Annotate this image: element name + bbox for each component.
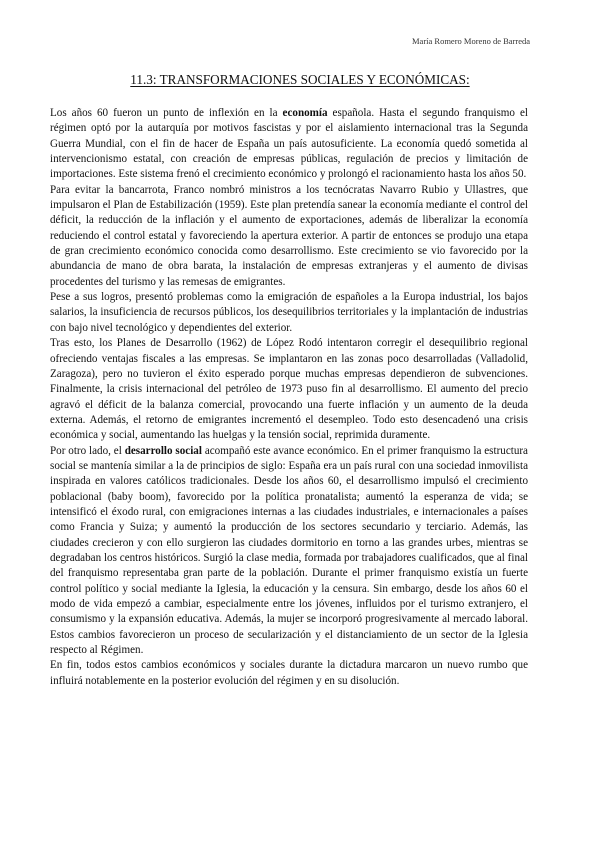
paragraph-planes-desarrollo: Tras esto, los Planes de Desarrollo (1962) de López Rodó intentaron corregir el desequilibrio regional ofreciendo ventajas fiscales a las empresas. Se implantaron en las zonas poco desarrolladas (Valladolid, Zaragoza), pero no tuvieron el éxito esperado porque muchas empresas dependieron de subvenciones. Finalmente, la crisis internacional del petróleo de 1973 puso fin al desarrollismo. El aumento del precio agravó el déficit de la balanza comercial, provocando una fuerte inflación y un aumento de la deuda externa. Además, el retorno de emigrantes incrementó el desempleo. Todo esto desencadenó una crisis económica y social, aumentando las huelgas y la tensión social, reprimida duramente.: [50, 337, 528, 442]
bold-term-desarrollo-social: desarrollo social: [124, 444, 202, 457]
document-body: [50, 106, 528, 689]
paragraph-problemas: Pese a sus logros, presentó problemas como la emigración de españoles a la Europa industrial, los bajos salarios, la insuficiencia de recursos públicos, los desequilibrios territoriales y la implantación de industrias con bajo nivel tecnológico y dependientes del exterior.: [50, 291, 528, 334]
paragraph-economia: [50, 106, 528, 183]
paragraph-desarrollo-social: [50, 444, 528, 659]
paragraph-text: Por otro lado, el: [50, 444, 125, 457]
paragraph-estabilizacion: Para evitar la bancarrota, Franco nombró ministros a los tecnócratas Navarro Rubio y Ullastres, que impulsaron el Plan de Estabilización (1959). Este plan pretendía sanear la economía mediante el control del déficit, la reducción de la inflación y el aumento de exportaciones, además de liberalizar la economía reduciendo el control estatal y favoreciendo la apertura exterior. A partir de entonces se produjo una etapa de gran crecimiento económico conocida como desarrollismo. Este crecimiento se vio favorecido por la abundancia de mano de obra barata, la instalación de empresas extranjeras y el aumento de divisas procedentes del turismo y las remesas de emigrantes.: [50, 183, 528, 288]
author-name: María Romero Moreno de Barreda: [411, 36, 530, 46]
page-title: 11.3: TRANSFORMACIONES SOCIALES Y ECONÓMICAS:: [130, 72, 470, 87]
paragraph-text: española. Hasta el segundo franquismo el régimen optó por la autarquía por motivos fascistas y por el aislamiento internacional tras la Segunda Guerra Mundial, con el fin de hacer de España un país autosuficiente. La economía quedó sometida al intervencionismo estatal, con creación de empresas públicas, regulación de precios y limitación de importaciones. Este sistema frenó el crecimiento económico y prolongó el racionamiento hasta los años 50.: [50, 107, 528, 181]
paragraph-text: Los años 60 fueron un punto de inflexión en la: [50, 107, 283, 119]
paragraph-text: acompañó este avance económico. En el primer franquismo la estructura social se mantenía similar a la de principios de siglo: España era un país rural con una sociedad inmovilista inspirada en valores católicos tradicionales. Desde los años 60, el desarrollismo impulsó el crecimiento poblacional (baby boom), favorecido por la política pronatalista; aumentó la esperanza de vida; se intensificó el éxodo rural, con emigraciones internas a las ciudades industriales, e internacionales a países como Francia y Suiza; y aumentó la producción de los sectores secundario y terciario. Además, las ciudades crecieron y con ello surgieron las ciudades dormitorio en torno a las grandes urbes, mientras se degradaban los centros históricos. Surgió la clase media, formada por trabajadores cualificados, que al final del franquismo representaba gran parte de la población. Durante el primer franquismo existía un fuerte control político y social mediante la Iglesia, la educación y la censura. Sin embargo, desde los años 60 el modo de vida empezó a cambiar, especialmente entre los jóvenes, influidos por el turismo extranjero, el consumismo y la expansión educativa. Además, la mujer se incorporó progresivamente al mercado laboral. Estos cambios favorecieron un proceso de secularización y el distanciamiento de un sector de la Iglesia respecto al Régimen.: [50, 444, 528, 657]
bold-term-economia: economía: [282, 107, 328, 119]
paragraph-conclusion: En fin, todos estos cambios económicos y sociales durante la dictadura marcaron un nuevo rumbo que influirá notablemente en la posterior evolución del régimen y en su disolución.: [50, 659, 528, 687]
